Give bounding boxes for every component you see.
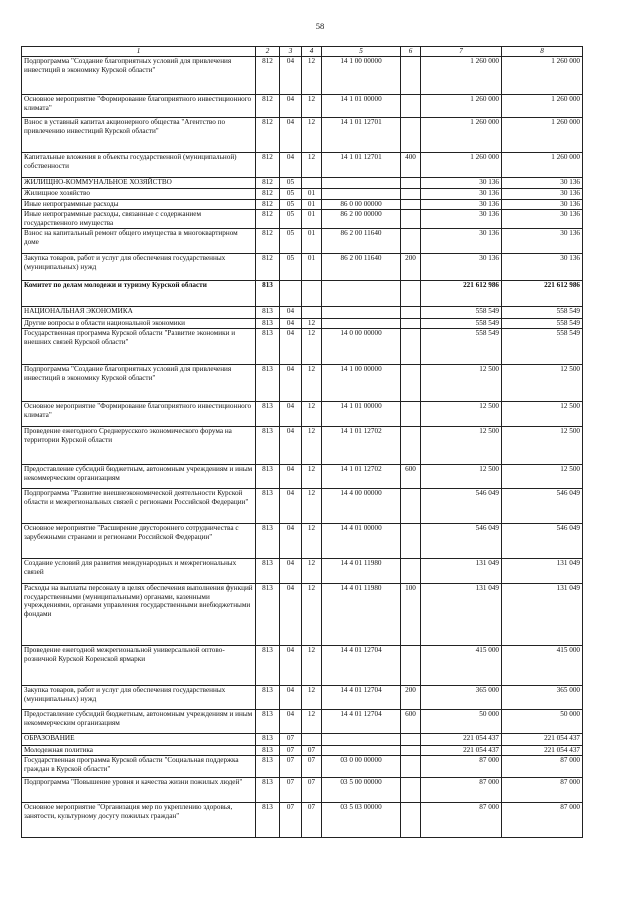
target-article-cell: 14 4 01 12704 [322, 686, 401, 710]
row-name-cell: Жилищное хозяйство [22, 189, 256, 200]
section-cell: 04 [280, 319, 302, 329]
row-name-cell: Иные непрограммные расходы [22, 200, 256, 210]
section-cell: 04 [280, 489, 302, 524]
page-number: 58 [315, 21, 325, 31]
amount-cell: 558 549 [502, 307, 583, 319]
table-row [22, 281, 583, 307]
column-header: 8 [502, 47, 583, 57]
admin-code-cell: 813 [256, 646, 280, 686]
amount-cell: 30 136 [502, 200, 583, 210]
expense-type-cell [401, 189, 421, 200]
expense-type-cell [401, 524, 421, 559]
amount-cell: 30 136 [421, 229, 502, 254]
subsection-cell: 12 [302, 489, 322, 524]
table-row [22, 210, 583, 229]
row-name-cell: Основное мероприятие "Формирование благоприятного инвестиционного климата" [22, 402, 256, 427]
subsection-cell: 01 [302, 210, 322, 229]
admin-code-cell: 812 [256, 189, 280, 200]
row-name-cell: ЖИЛИЩНО-КОММУНАЛЬНОЕ ХОЗЯЙСТВО [22, 178, 256, 189]
section-cell: 04 [280, 57, 302, 95]
amount-cell: 87 000 [502, 803, 583, 838]
row-name-cell: Подпрограмма "Повышение уровня и качества жизни пожилых людей" [22, 778, 256, 803]
budget-table [21, 46, 583, 838]
section-cell [280, 281, 302, 307]
expense-type-cell [401, 281, 421, 307]
subsection-cell: 12 [302, 402, 322, 427]
amount-cell: 221 054 437 [502, 746, 583, 756]
admin-code-cell: 813 [256, 427, 280, 465]
section-cell: 05 [280, 200, 302, 210]
subsection-cell: 12 [302, 153, 322, 178]
amount-cell: 131 049 [421, 559, 502, 584]
expense-type-cell: 200 [401, 254, 421, 281]
amount-cell: 1 260 000 [502, 118, 583, 153]
target-article-cell: 14 1 00 00000 [322, 57, 401, 95]
table-row [22, 189, 583, 200]
table-row [22, 559, 583, 584]
section-cell: 05 [280, 254, 302, 281]
subsection-cell: 12 [302, 465, 322, 489]
target-article-cell: 14 1 01 00000 [322, 95, 401, 118]
subsection-cell: 12 [302, 427, 322, 465]
target-article-cell: 86 2 00 00000 [322, 210, 401, 229]
table-row [22, 584, 583, 646]
section-cell: 04 [280, 686, 302, 710]
table-row [22, 734, 583, 746]
row-name-cell: Комитет по делам молодежи и туризму Курской области [22, 281, 256, 307]
amount-cell: 1 260 000 [421, 118, 502, 153]
column-header: 2 [256, 47, 280, 57]
expense-type-cell: 200 [401, 686, 421, 710]
admin-code-cell: 813 [256, 734, 280, 746]
row-name-cell: Основное мероприятие "Расширение двустороннего сотрудничества с зарубежными странами и регионами Российской Федерации" [22, 524, 256, 559]
admin-code-cell: 813 [256, 489, 280, 524]
amount-cell: 1 260 000 [421, 57, 502, 95]
target-article-cell: 14 4 01 12704 [322, 710, 401, 734]
subsection-cell [302, 307, 322, 319]
section-cell: 07 [280, 778, 302, 803]
table-row [22, 402, 583, 427]
table-row [22, 57, 583, 95]
row-name-cell: Проведение ежегодного Среднерусского экономического форума на территории Курской области [22, 427, 256, 465]
table-row [22, 778, 583, 803]
table-row [22, 427, 583, 465]
section-cell: 04 [280, 524, 302, 559]
section-cell: 04 [280, 465, 302, 489]
row-name-cell: Государственная программа Курской области "Развитие экономики и внешних связей Курской области" [22, 329, 256, 365]
expense-type-cell: 400 [401, 153, 421, 178]
admin-code-cell: 812 [256, 153, 280, 178]
subsection-cell: 12 [302, 118, 322, 153]
table-row [22, 646, 583, 686]
amount-cell: 1 260 000 [421, 153, 502, 178]
amount-cell: 221 054 437 [421, 746, 502, 756]
admin-code-cell: 812 [256, 254, 280, 281]
expense-type-cell [401, 559, 421, 584]
amount-cell: 1 260 000 [502, 57, 583, 95]
expense-type-cell [401, 489, 421, 524]
column-header: 1 [22, 47, 256, 57]
amount-cell: 221 054 437 [421, 734, 502, 746]
amount-cell: 87 000 [502, 756, 583, 778]
amount-cell: 50 000 [421, 710, 502, 734]
admin-code-cell: 812 [256, 95, 280, 118]
column-header: 7 [421, 47, 502, 57]
expense-type-cell [401, 200, 421, 210]
section-cell: 04 [280, 365, 302, 402]
admin-code-cell: 812 [256, 200, 280, 210]
expense-type-cell [401, 746, 421, 756]
subsection-cell: 12 [302, 646, 322, 686]
amount-cell: 415 000 [421, 646, 502, 686]
subsection-cell: 12 [302, 524, 322, 559]
table-row [22, 686, 583, 710]
amount-cell: 1 260 000 [502, 153, 583, 178]
admin-code-cell: 812 [256, 118, 280, 153]
section-cell: 04 [280, 402, 302, 427]
target-article-cell [322, 189, 401, 200]
table-row [22, 803, 583, 838]
subsection-cell: 07 [302, 756, 322, 778]
expense-type-cell [401, 646, 421, 686]
subsection-cell: 12 [302, 95, 322, 118]
amount-cell: 131 049 [421, 584, 502, 646]
amount-cell: 12 500 [502, 402, 583, 427]
expense-type-cell: 100 [401, 584, 421, 646]
admin-code-cell: 813 [256, 307, 280, 319]
row-name-cell: Расходы на выплаты персоналу в целях обеспечения выполнения функций государственными (муниципальными) органами, казенными учреждениями, органами управления государственными внебюджетными фондами [22, 584, 256, 646]
target-article-cell: 14 1 01 12701 [322, 153, 401, 178]
admin-code-cell: 813 [256, 584, 280, 646]
row-name-cell: Иные непрограммные расходы, связанные с содержанием государственного имущества [22, 210, 256, 229]
section-cell: 04 [280, 559, 302, 584]
row-name-cell: Подпрограмма "Создание благоприятных условий для привлечения инвестиций в экономику Курской области" [22, 57, 256, 95]
amount-cell: 30 136 [502, 210, 583, 229]
table-row [22, 465, 583, 489]
amount-cell: 30 136 [502, 178, 583, 189]
subsection-cell: 12 [302, 710, 322, 734]
admin-code-cell: 813 [256, 756, 280, 778]
target-article-cell: 03 5 03 00000 [322, 803, 401, 838]
admin-code-cell: 813 [256, 329, 280, 365]
column-header: 3 [280, 47, 302, 57]
amount-cell: 558 549 [502, 329, 583, 365]
amount-cell: 12 500 [421, 465, 502, 489]
amount-cell: 50 000 [502, 710, 583, 734]
amount-cell: 12 500 [421, 427, 502, 465]
subsection-cell: 12 [302, 686, 322, 710]
table-row [22, 746, 583, 756]
table-row [22, 307, 583, 319]
target-article-cell [322, 319, 401, 329]
amount-cell: 365 000 [421, 686, 502, 710]
target-article-cell [322, 178, 401, 189]
subsection-cell: 07 [302, 803, 322, 838]
expense-type-cell [401, 229, 421, 254]
row-name-cell: Взнос на капитальный ремонт общего имущества в многоквартирном доме [22, 229, 256, 254]
row-name-cell: Создание условий для развития международных и межрегиональных связей [22, 559, 256, 584]
row-name-cell: Молодежная политика [22, 746, 256, 756]
admin-code-cell: 812 [256, 57, 280, 95]
expense-type-cell [401, 365, 421, 402]
amount-cell: 415 000 [502, 646, 583, 686]
subsection-cell [302, 734, 322, 746]
section-cell: 07 [280, 803, 302, 838]
subsection-cell: 12 [302, 559, 322, 584]
column-header: 5 [322, 47, 401, 57]
row-name-cell: Государственная программа Курской области "Социальная поддержка граждан в Курской области" [22, 756, 256, 778]
admin-code-cell: 813 [256, 402, 280, 427]
table-row [22, 178, 583, 189]
expense-type-cell [401, 118, 421, 153]
expense-type-cell [401, 57, 421, 95]
expense-type-cell [401, 178, 421, 189]
admin-code-cell: 813 [256, 746, 280, 756]
section-cell: 04 [280, 329, 302, 365]
column-header: 4 [302, 47, 322, 57]
amount-cell: 87 000 [421, 756, 502, 778]
subsection-cell [302, 178, 322, 189]
target-article-cell [322, 307, 401, 319]
row-name-cell: Капитальные вложения в объекты государственной (муниципальной) собственности [22, 153, 256, 178]
amount-cell: 221 054 437 [502, 734, 583, 746]
section-cell: 05 [280, 229, 302, 254]
subsection-cell: 12 [302, 319, 322, 329]
row-name-cell: Предоставление субсидий бюджетным, автономным учреждениям и иным некоммерческим организациям [22, 710, 256, 734]
expense-type-cell: 600 [401, 710, 421, 734]
table-row [22, 319, 583, 329]
amount-cell: 546 049 [421, 524, 502, 559]
target-article-cell: 14 1 01 12702 [322, 427, 401, 465]
amount-cell: 365 000 [502, 686, 583, 710]
table-row [22, 229, 583, 254]
admin-code-cell: 813 [256, 778, 280, 803]
target-article-cell: 03 0 00 00000 [322, 756, 401, 778]
section-cell: 07 [280, 756, 302, 778]
subsection-cell: 01 [302, 229, 322, 254]
section-cell: 07 [280, 734, 302, 746]
amount-cell: 30 136 [421, 210, 502, 229]
amount-cell: 30 136 [421, 254, 502, 281]
section-cell: 04 [280, 95, 302, 118]
table-header-row [22, 47, 583, 57]
section-cell: 04 [280, 646, 302, 686]
expense-type-cell [401, 756, 421, 778]
amount-cell: 87 000 [421, 803, 502, 838]
section-cell: 04 [280, 118, 302, 153]
target-article-cell [322, 746, 401, 756]
target-article-cell: 14 1 01 12702 [322, 465, 401, 489]
amount-cell: 558 549 [421, 319, 502, 329]
subsection-cell [302, 281, 322, 307]
amount-cell: 546 049 [421, 489, 502, 524]
amount-cell: 1 260 000 [502, 95, 583, 118]
amount-cell: 558 549 [421, 307, 502, 319]
table-row [22, 254, 583, 281]
admin-code-cell: 813 [256, 686, 280, 710]
admin-code-cell: 813 [256, 710, 280, 734]
subsection-cell: 01 [302, 189, 322, 200]
subsection-cell: 12 [302, 329, 322, 365]
target-article-cell: 86 0 00 00000 [322, 200, 401, 210]
subsection-cell: 01 [302, 200, 322, 210]
amount-cell: 12 500 [502, 427, 583, 465]
amount-cell: 30 136 [502, 254, 583, 281]
amount-cell: 221 612 986 [502, 281, 583, 307]
target-article-cell: 14 1 01 12701 [322, 118, 401, 153]
target-article-cell: 86 2 00 11640 [322, 254, 401, 281]
section-cell: 04 [280, 710, 302, 734]
table-row [22, 118, 583, 153]
section-cell: 04 [280, 584, 302, 646]
expense-type-cell [401, 329, 421, 365]
amount-cell: 30 136 [502, 229, 583, 254]
admin-code-cell: 813 [256, 319, 280, 329]
expense-type-cell [401, 307, 421, 319]
row-name-cell: Основное мероприятие "Формирование благоприятного инвестиционного климата" [22, 95, 256, 118]
amount-cell: 546 049 [502, 524, 583, 559]
row-name-cell: Основное мероприятие "Организация мер по укреплению здоровья, занятости, культурному досугу пожилых граждан" [22, 803, 256, 838]
table-row [22, 524, 583, 559]
target-article-cell: 14 0 00 00000 [322, 329, 401, 365]
table-row [22, 200, 583, 210]
amount-cell: 87 000 [421, 778, 502, 803]
row-name-cell: Закупка товаров, работ и услуг для обеспечения государственных (муниципальных) нужд [22, 686, 256, 710]
target-article-cell: 14 4 01 11980 [322, 584, 401, 646]
expense-type-cell [401, 427, 421, 465]
subsection-cell: 12 [302, 584, 322, 646]
section-cell: 05 [280, 189, 302, 200]
target-article-cell [322, 734, 401, 746]
admin-code-cell: 813 [256, 365, 280, 402]
target-article-cell: 14 4 01 11980 [322, 559, 401, 584]
expense-type-cell: 600 [401, 465, 421, 489]
target-article-cell: 14 4 01 12704 [322, 646, 401, 686]
target-article-cell: 14 4 01 00000 [322, 524, 401, 559]
admin-code-cell: 813 [256, 524, 280, 559]
table-row [22, 710, 583, 734]
expense-type-cell [401, 319, 421, 329]
row-name-cell: Подпрограмма "Создание благоприятных условий для привлечения инвестиций в экономику Курской области" [22, 365, 256, 402]
expense-type-cell [401, 734, 421, 746]
amount-cell: 12 500 [421, 365, 502, 402]
amount-cell: 30 136 [421, 200, 502, 210]
subsection-cell: 07 [302, 778, 322, 803]
admin-code-cell: 813 [256, 281, 280, 307]
admin-code-cell: 813 [256, 559, 280, 584]
target-article-cell: 86 2 00 11640 [322, 229, 401, 254]
target-article-cell: 14 1 01 00000 [322, 402, 401, 427]
table-row [22, 489, 583, 524]
amount-cell: 1 260 000 [421, 95, 502, 118]
amount-cell: 131 049 [502, 559, 583, 584]
amount-cell: 30 136 [421, 189, 502, 200]
row-name-cell: Предоставление субсидий бюджетным, автономным учреждениям и иным некоммерческим организациям [22, 465, 256, 489]
row-name-cell: Подпрограмма "Развитие внешнеэкономической деятельности Курской области и межрегиональных связей с регионами Российской Федерации" [22, 489, 256, 524]
row-name-cell: Другие вопросы в области национальной экономики [22, 319, 256, 329]
target-article-cell: 14 4 00 00000 [322, 489, 401, 524]
subsection-cell: 01 [302, 254, 322, 281]
section-cell: 04 [280, 427, 302, 465]
expense-type-cell [401, 778, 421, 803]
amount-cell: 30 136 [502, 189, 583, 200]
column-header: 6 [401, 47, 421, 57]
expense-type-cell [401, 803, 421, 838]
subsection-cell: 12 [302, 57, 322, 95]
section-cell: 04 [280, 153, 302, 178]
section-cell: 07 [280, 746, 302, 756]
admin-code-cell: 813 [256, 465, 280, 489]
table-row [22, 756, 583, 778]
table-row [22, 329, 583, 365]
expense-type-cell [401, 95, 421, 118]
admin-code-cell: 812 [256, 229, 280, 254]
target-article-cell [322, 281, 401, 307]
amount-cell: 546 049 [502, 489, 583, 524]
expense-type-cell [401, 402, 421, 427]
admin-code-cell: 813 [256, 803, 280, 838]
row-name-cell: НАЦИОНАЛЬНАЯ ЭКОНОМИКА [22, 307, 256, 319]
amount-cell: 131 049 [502, 584, 583, 646]
amount-cell: 12 500 [502, 465, 583, 489]
section-cell: 04 [280, 307, 302, 319]
section-cell: 05 [280, 178, 302, 189]
table-row [22, 95, 583, 118]
row-name-cell: ОБРАЗОВАНИЕ [22, 734, 256, 746]
table-row [22, 153, 583, 178]
table-row [22, 365, 583, 402]
row-name-cell: Проведение ежегодной межрегиональной универсальной оптово-розничной Курской Коренской ярмарки [22, 646, 256, 686]
row-name-cell: Закупка товаров, работ и услуг для обеспечения государственных (муниципальных) нужд [22, 254, 256, 281]
amount-cell: 221 612 986 [421, 281, 502, 307]
expense-type-cell [401, 210, 421, 229]
admin-code-cell: 812 [256, 178, 280, 189]
subsection-cell: 07 [302, 746, 322, 756]
amount-cell: 558 549 [421, 329, 502, 365]
amount-cell: 12 500 [421, 402, 502, 427]
target-article-cell: 14 1 00 00000 [322, 365, 401, 402]
subsection-cell: 12 [302, 365, 322, 402]
amount-cell: 12 500 [502, 365, 583, 402]
admin-code-cell: 812 [256, 210, 280, 229]
amount-cell: 87 000 [502, 778, 583, 803]
row-name-cell: Взнос в уставный капитал акционерного общества "Агентство по привлечению инвестиций Курской области" [22, 118, 256, 153]
section-cell: 05 [280, 210, 302, 229]
amount-cell: 30 136 [421, 178, 502, 189]
amount-cell: 558 549 [502, 319, 583, 329]
target-article-cell: 03 5 00 00000 [322, 778, 401, 803]
